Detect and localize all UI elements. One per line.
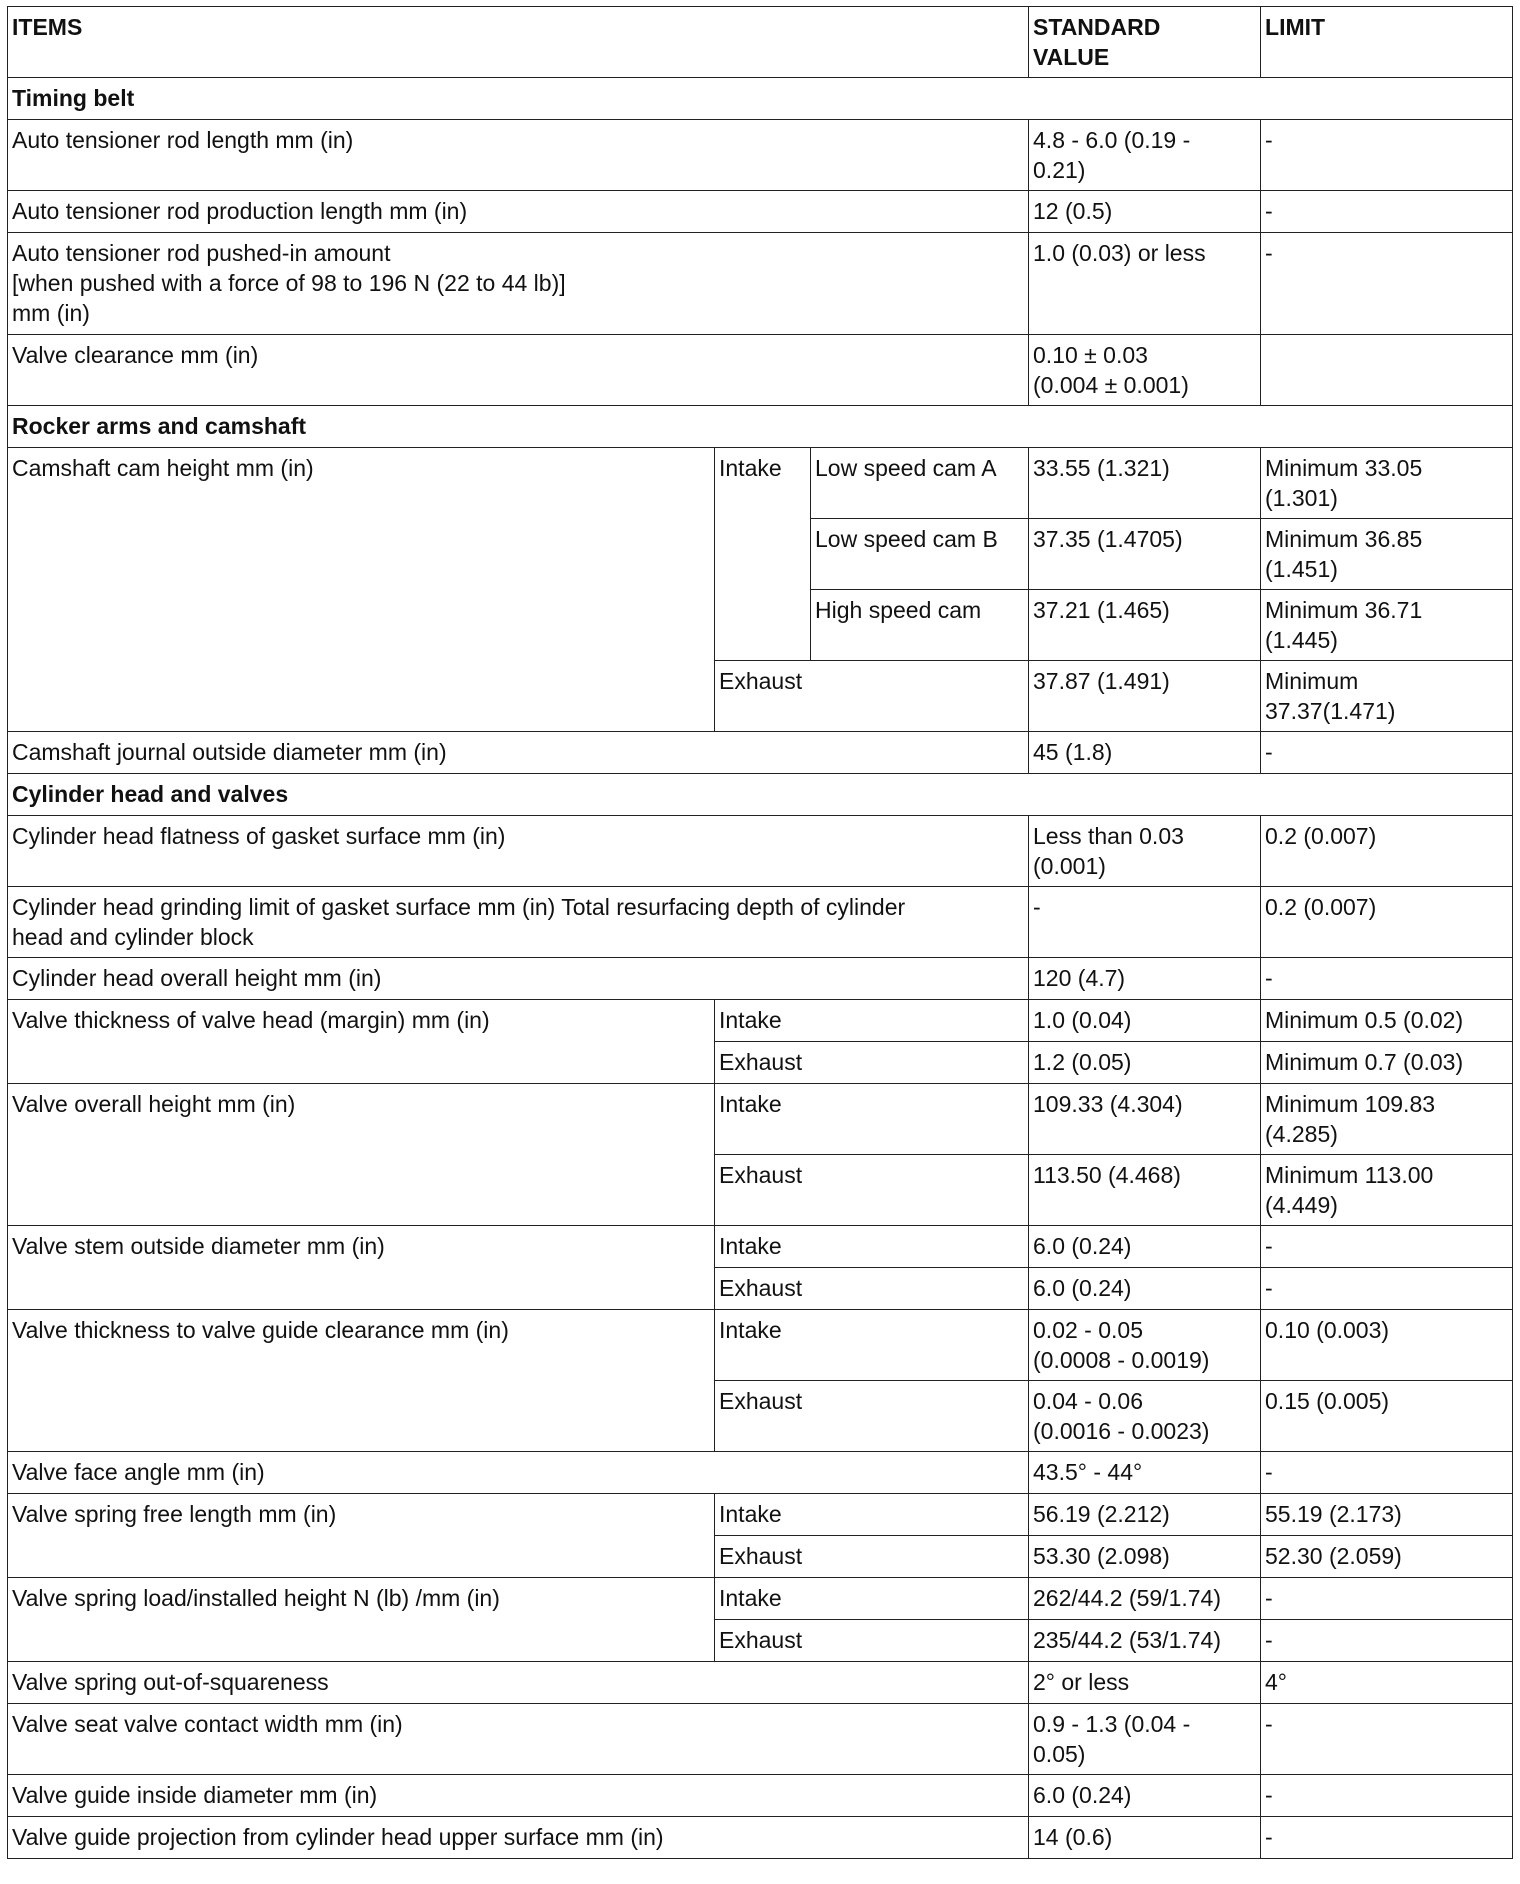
table-row xyxy=(8,958,1513,1000)
standard-value-cell: 1.0 (0.03) or less xyxy=(1029,233,1261,335)
header-standard-value: STANDARD VALUE xyxy=(1029,7,1261,78)
item-cell: Valve overall height mm (in) xyxy=(8,1084,715,1226)
limit-cell: - xyxy=(1261,1578,1513,1620)
item-cell: Cylinder head grinding limit of gasket surface mm (in) Total resurfacing depth of cylinder head and cylinder block xyxy=(8,887,1029,958)
standard-value-cell: 0.9 - 1.3 (0.04 - 0.05) xyxy=(1029,1704,1261,1775)
header-limit: LIMIT xyxy=(1261,7,1513,78)
limit-cell: Minimum 33.05 (1.301) xyxy=(1261,448,1513,519)
standard-value-cell: 120 (4.7) xyxy=(1029,958,1261,1000)
section-title: Rocker arms and camshaft xyxy=(8,406,1513,448)
table-row xyxy=(8,335,1513,406)
limit-cell: - xyxy=(1261,1775,1513,1817)
limit-cell: 0.2 (0.007) xyxy=(1261,887,1513,958)
standard-value-cell: 0.02 - 0.05 (0.0008 - 0.0019) xyxy=(1029,1310,1261,1381)
table-row xyxy=(8,1578,1513,1620)
item-cell: Valve stem outside diameter mm (in) xyxy=(8,1226,715,1310)
limit-cell: 52.30 (2.059) xyxy=(1261,1536,1513,1578)
item-cell: Valve face angle mm (in) xyxy=(8,1452,1029,1494)
limit-cell: - xyxy=(1261,1620,1513,1662)
item-cell: Camshaft cam height mm (in) xyxy=(8,448,715,732)
limit-cell: - xyxy=(1261,958,1513,1000)
standard-value-cell: 6.0 (0.24) xyxy=(1029,1226,1261,1268)
limit-cell: Minimum 36.71 (1.445) xyxy=(1261,590,1513,661)
standard-value-cell: 113.50 (4.468) xyxy=(1029,1155,1261,1226)
cam-type-cell: High speed cam xyxy=(811,590,1029,661)
limit-cell xyxy=(1261,335,1513,406)
sub-item-cell: Exhaust xyxy=(715,1620,1029,1662)
standard-value-cell: 43.5° - 44° xyxy=(1029,1452,1261,1494)
standard-value-cell: Less than 0.03 (0.001) xyxy=(1029,816,1261,887)
standard-value-cell: 33.55 (1.321) xyxy=(1029,448,1261,519)
table-row xyxy=(8,191,1513,233)
table-row xyxy=(8,1704,1513,1775)
standard-value-cell: 6.0 (0.24) xyxy=(1029,1775,1261,1817)
section-title: Cylinder head and valves xyxy=(8,774,1513,816)
standard-value-cell: 0.04 - 0.06 (0.0016 - 0.0023) xyxy=(1029,1381,1261,1452)
standard-value-cell: - xyxy=(1029,887,1261,958)
standard-value-cell: 2° or less xyxy=(1029,1662,1261,1704)
sub-item-cell: Exhaust xyxy=(715,1042,1029,1084)
standard-value-cell: 53.30 (2.098) xyxy=(1029,1536,1261,1578)
item-cell: Valve spring load/installed height N (lb) /mm (in) xyxy=(8,1578,715,1662)
standard-value-cell: 0.10 ± 0.03 (0.004 ± 0.001) xyxy=(1029,335,1261,406)
item-cell: Auto tensioner rod production length mm (in) xyxy=(8,191,1029,233)
sub-item-cell: Intake xyxy=(715,1000,1029,1042)
standard-value-cell: 56.19 (2.212) xyxy=(1029,1494,1261,1536)
limit-cell: - xyxy=(1261,233,1513,335)
table-row xyxy=(8,1000,1513,1042)
table-row xyxy=(8,1310,1513,1381)
limit-cell: Minimum 113.00 (4.449) xyxy=(1261,1155,1513,1226)
item-cell: Valve spring free length mm (in) xyxy=(8,1494,715,1578)
sub-item-cell: Intake xyxy=(715,1494,1029,1536)
sub-item-cell: Intake xyxy=(715,1084,1029,1155)
sub-item-cell: Intake xyxy=(715,1578,1029,1620)
table-row xyxy=(8,1662,1513,1704)
limit-cell: 0.15 (0.005) xyxy=(1261,1381,1513,1452)
sub-item-cell: Exhaust xyxy=(715,1536,1029,1578)
table-row xyxy=(8,1775,1513,1817)
sub-item-cell: Exhaust xyxy=(715,661,1029,732)
limit-cell: Minimum 37.37(1.471) xyxy=(1261,661,1513,732)
item-cell: Auto tensioner rod length mm (in) xyxy=(8,120,1029,191)
item-cell: Valve thickness to valve guide clearance mm (in) xyxy=(8,1310,715,1452)
limit-cell: 0.10 (0.003) xyxy=(1261,1310,1513,1381)
limit-cell: Minimum 36.85 (1.451) xyxy=(1261,519,1513,590)
item-cell: Valve spring out-of-squareness xyxy=(8,1662,1029,1704)
header-items: ITEMS xyxy=(8,7,1029,78)
standard-value-cell: 37.21 (1.465) xyxy=(1029,590,1261,661)
limit-cell: Minimum 0.7 (0.03) xyxy=(1261,1042,1513,1084)
sub-item-cell: Exhaust xyxy=(715,1268,1029,1310)
table-row xyxy=(8,1084,1513,1155)
item-cell: Valve seat valve contact width mm (in) xyxy=(8,1704,1029,1775)
limit-cell: Minimum 0.5 (0.02) xyxy=(1261,1000,1513,1042)
table-row xyxy=(8,1226,1513,1268)
limit-cell: 0.2 (0.007) xyxy=(1261,816,1513,887)
item-cell: Valve guide projection from cylinder head upper surface mm (in) xyxy=(8,1817,1029,1859)
cam-type-cell: Low speed cam B xyxy=(811,519,1029,590)
limit-cell: - xyxy=(1261,1452,1513,1494)
limit-cell: Minimum 109.83 (4.285) xyxy=(1261,1084,1513,1155)
standard-value-cell: 4.8 - 6.0 (0.19 - 0.21) xyxy=(1029,120,1261,191)
standard-value-cell: 12 (0.5) xyxy=(1029,191,1261,233)
standard-value-cell: 1.0 (0.04) xyxy=(1029,1000,1261,1042)
table-row xyxy=(8,233,1513,335)
item-cell: Cylinder head overall height mm (in) xyxy=(8,958,1029,1000)
table-header-row xyxy=(8,7,1513,78)
standard-value-cell: 262/44.2 (59/1.74) xyxy=(1029,1578,1261,1620)
standard-value-cell: 6.0 (0.24) xyxy=(1029,1268,1261,1310)
limit-cell: - xyxy=(1261,732,1513,774)
item-cell: Valve clearance mm (in) xyxy=(8,335,1029,406)
limit-cell: 55.19 (2.173) xyxy=(1261,1494,1513,1536)
service-spec-table xyxy=(7,6,1513,1859)
sub-item-cell: Intake xyxy=(715,448,811,661)
limit-cell: - xyxy=(1261,1704,1513,1775)
section-row xyxy=(8,406,1513,448)
limit-cell: - xyxy=(1261,1226,1513,1268)
section-row xyxy=(8,78,1513,120)
table-row xyxy=(8,120,1513,191)
limit-cell: 4° xyxy=(1261,1662,1513,1704)
standard-value-cell: 14 (0.6) xyxy=(1029,1817,1261,1859)
limit-cell: - xyxy=(1261,120,1513,191)
item-cell: Cylinder head flatness of gasket surface mm (in) xyxy=(8,816,1029,887)
section-row xyxy=(8,774,1513,816)
standard-value-cell: 45 (1.8) xyxy=(1029,732,1261,774)
standard-value-cell: 37.35 (1.4705) xyxy=(1029,519,1261,590)
table-row xyxy=(8,448,1513,519)
limit-cell: - xyxy=(1261,1817,1513,1859)
sub-item-cell: Intake xyxy=(715,1310,1029,1381)
standard-value-cell: 235/44.2 (53/1.74) xyxy=(1029,1620,1261,1662)
table-row xyxy=(8,1452,1513,1494)
sub-item-cell: Exhaust xyxy=(715,1381,1029,1452)
standard-value-cell: 109.33 (4.304) xyxy=(1029,1084,1261,1155)
standard-value-cell: 37.87 (1.491) xyxy=(1029,661,1261,732)
item-cell: Valve guide inside diameter mm (in) xyxy=(8,1775,1029,1817)
section-title: Timing belt xyxy=(8,78,1513,120)
limit-cell: - xyxy=(1261,1268,1513,1310)
table-row xyxy=(8,1817,1513,1859)
table-row xyxy=(8,732,1513,774)
table-row xyxy=(8,1494,1513,1536)
sub-item-cell: Intake xyxy=(715,1226,1029,1268)
cam-type-cell: Low speed cam A xyxy=(811,448,1029,519)
table-row xyxy=(8,887,1513,958)
item-cell: Camshaft journal outside diameter mm (in) xyxy=(8,732,1029,774)
sub-item-cell: Exhaust xyxy=(715,1155,1029,1226)
item-cell: Valve thickness of valve head (margin) mm (in) xyxy=(8,1000,715,1084)
item-cell: Auto tensioner rod pushed-in amount [when pushed with a force of 98 to 196 N (22 to 44 lb)] mm (in) xyxy=(8,233,1029,335)
table-row xyxy=(8,816,1513,887)
limit-cell: - xyxy=(1261,191,1513,233)
standard-value-cell: 1.2 (0.05) xyxy=(1029,1042,1261,1084)
